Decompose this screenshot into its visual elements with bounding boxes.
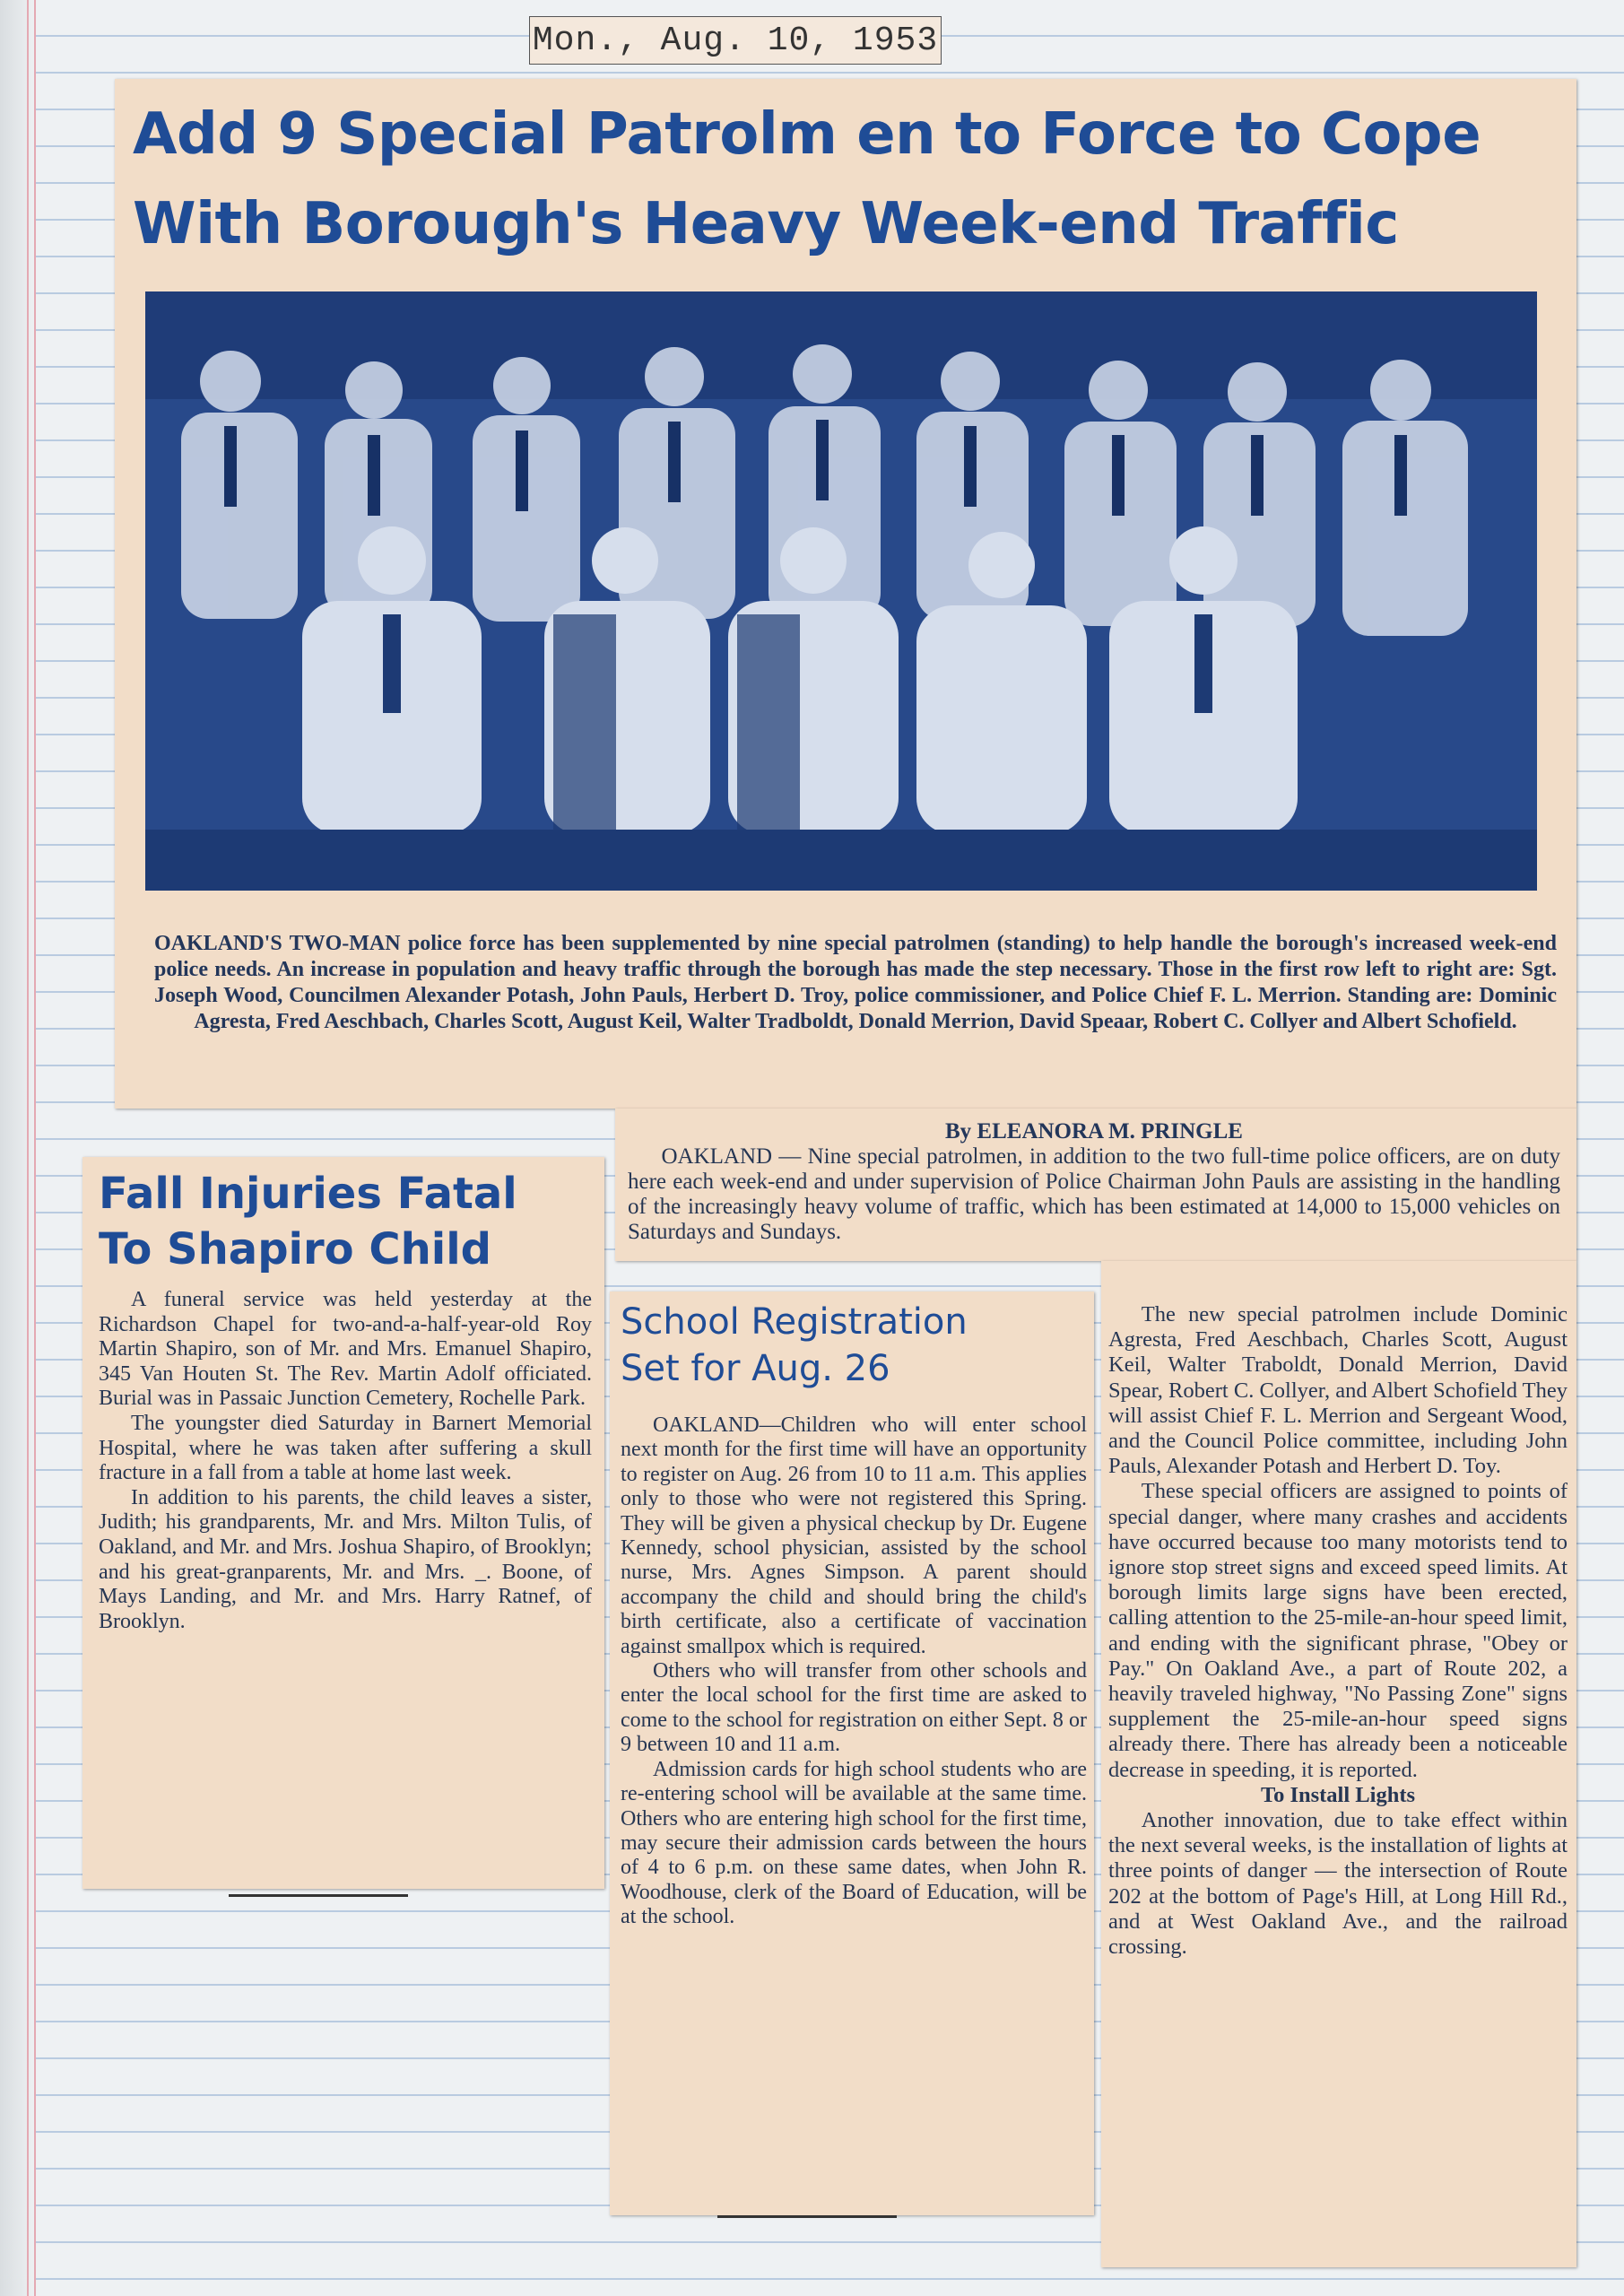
binder-edge <box>0 0 36 2296</box>
fall-paragraph: In addition to his parents, the child leaves a sister, Judith; his grandparents, Mr. and Mrs. Milton Tulis, of Oakland, and Mr. and Mrs. Joshua Shapiro, of Brooklyn; and his great-granparents, Mr. and Mrs. _. Boone, of Mays Landing, and Mr. and Mrs. Harry Ratnef, of Brooklyn. <box>99 1485 592 1633</box>
school-paragraph: Admission cards for high school students who are re-entering school will be available at the same time. Others who are entering high school for the first time, may secure their admission cards between the hours of 4 to 6 p.m. on these same dates, when John R. Woodhouse, clerk of the Board of Education, will be at the school. <box>621 1757 1087 1929</box>
fall-headline-line-1: Fall Injuries Fatal <box>99 1169 517 1219</box>
school-headline-line-1: School Registration <box>621 1301 968 1343</box>
byline: By ELEANORA M. PRINGLE <box>945 1119 1243 1144</box>
main-article-column <box>1108 1302 1568 1960</box>
article-paragraph: These special officers are assigned to points of special danger, where many crashes and accidents have occurred because too many motorists tend to ignore stop street signs and exceed speed limits. At borough limits large signs have been erected, calling attention to the 25-mile-an-hour speed limit, and ending with the significant phrase, "Obey or Pay." On Oakland Ave., a part of Route 202, a heavily traveled highway, "No Passing Zone" signs supplement the 25-mile-an-hour speed signs already there. There has already been a noticeable decrease in speeding, it is reported. <box>1108 1479 1568 1782</box>
headline-line-2: With Borough's Heavy Week-end Traffic <box>133 191 1399 257</box>
margin-line-left-2 <box>34 0 36 2296</box>
fall-paragraph: A funeral service was held yesterday at the Richardson Chapel for two-and-a-half-year-old Roy Martin Shapiro, son of Mr. and Mrs. Emanuel Shapiro, 345 Van Houten St. The Rev. Martin Adolf officiated. Burial was in Passaic Junction Cemetery, Rochelle Park. <box>99 1288 592 1411</box>
date-stamp: Mon., Aug. 10, 1953 <box>529 16 942 65</box>
school-headline <box>621 1299 1087 1392</box>
school-registration-story <box>621 1299 1087 1930</box>
school-end-rule <box>717 2215 897 2218</box>
fall-injuries-story <box>99 1166 592 1634</box>
fall-paragraph: The youngster died Saturday in Barnert Memorial Hospital, where he was taken after suffering a skull fracture in a fall from a table at home last week. <box>99 1411 592 1485</box>
article-paragraph: Another innovation, due to take effect within the next several weeks, is the installation of lights at three points of danger — the intersection of Route 202 at the bottom of Page's Hill, at Long Hill Rd., and at West Oakland Ave., and the railroad crossing. <box>1108 1808 1568 1960</box>
main-article-lead <box>628 1119 1560 1245</box>
subhead-install-lights: To Install Lights <box>1260 1782 1416 1807</box>
fall-headline-line-2: To Shapiro Child <box>99 1224 492 1274</box>
fall-end-rule <box>229 1894 408 1897</box>
main-headline <box>133 90 1514 269</box>
fall-headline <box>99 1166 592 1277</box>
school-paragraph: OAKLAND—Children who will enter school next month for the first time will have an opportunity to register on Aug. 26 from 10 to 11 a.m. This applies only to those who were not registered this Spring. They will be given a physical checkup by Dr. Eugene Kennedy, school physician, assisted by the school nurse, Mrs. Agnes Simpson. A parent should accompany the child and should bring the child's birth certificate, also a certificate of vaccination against smallpox which is required. <box>621 1413 1087 1658</box>
photo-caption: OAKLAND'S TWO-MAN police force has been supplemented by nine special patrolmen (standing) to help handle the borough's increased week-end police needs. An increase in population and heavy traffic through the borough has made the step necessary. Those in the first row left to right are: Sgt. Joseph Wood, Councilmen Alexander Potash, John Pauls, Herbert D. Troy, police commissioner, and Police Chief F. L. Merrion. Standing are: Dominic Agresta, Fred Aeschbach, Charles Scott, August Keil, Walter Tradboldt, Donald Merrion, David Speaar, Robert C. Collyer and Albert Schofield. <box>154 932 1557 1033</box>
article-paragraph: The new special patrolmen include Dominic Agresta, Fred Aeschbach, Charles Scott, August Keil, Walter Traboldt, Donald Merrion, David Spear, Robert C. Collyer, and Albert Schofield They will assist Chief F. L. Merrion and Sergeant Wood, and the Council Police committee, including John Pauls, Alexander Potash and Herbert D. Toy. <box>1108 1302 1568 1479</box>
police-photo-icon <box>145 291 1537 891</box>
school-headline-line-2: Set for Aug. 26 <box>621 1348 890 1389</box>
lead-paragraph: OAKLAND — Nine special patrolmen, in addition to the two full-time police officers, are on duty here each week-end and under supervision of Police Chairman John Pauls are assisting in the handling of the increasingly heavy volume of traffic, which has been estimated at 14,000 to 15,000 vehicles on Saturdays and Sundays. <box>628 1144 1560 1244</box>
police-group-photo <box>145 291 1537 891</box>
school-paragraph: Others who will transfer from other schools and enter the local school for the first time are asked to come to the school for registration on either Sept. 8 or 9 between 10 and 11 a.m. <box>621 1659 1087 1757</box>
margin-line-left <box>27 0 29 2296</box>
headline-line-1: Add 9 Special Patrolm en to Force to Cope <box>133 101 1481 168</box>
